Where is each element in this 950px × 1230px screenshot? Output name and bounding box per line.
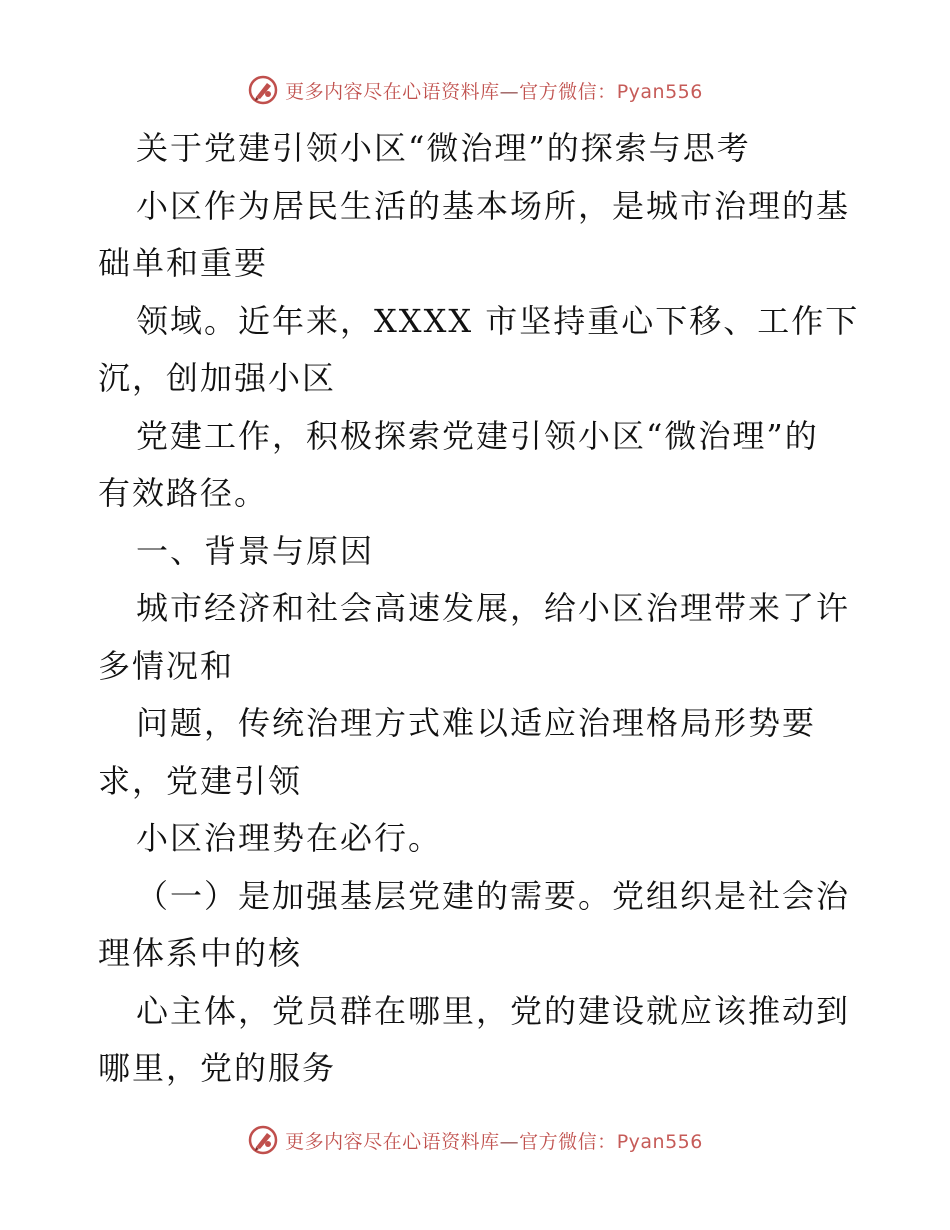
- paragraph-line: 问题，传统治理方式难以适应治理格局形势要: [136, 704, 817, 742]
- paragraph-line: 求，党建引领: [98, 761, 303, 800]
- paragraph-line: 小区作为居民生活的基本场所，是城市治理的基: [136, 186, 851, 225]
- paragraph-line: 城市经济和社会高速发展，给小区治理带来了许: [136, 589, 851, 627]
- watermark-main-text: 更多内容尽在心语资料库: [285, 1130, 500, 1153]
- watermark-label: 官方微信：: [519, 80, 617, 103]
- watermark-footer: [0, 1120, 950, 1160]
- paragraph-line: 哪里，党的服务: [98, 1049, 337, 1087]
- paragraph-line: 领域。近年来，XXXX 市坚持重心下移、工作下: [136, 301, 860, 340]
- watermark-separator: —: [499, 80, 520, 103]
- paragraph-line: 理体系中的核: [98, 934, 303, 972]
- paragraph-line: 多情况和: [98, 646, 235, 685]
- paragraph-line: 有效路径。: [98, 474, 269, 512]
- watermark-id: Pyan556: [616, 80, 703, 103]
- document-body: [98, 120, 858, 1098]
- section-heading: 一、背景与原因: [136, 531, 375, 570]
- watermark-label: 官方微信：: [519, 1130, 617, 1153]
- watermark-header: [0, 70, 950, 110]
- subsection-line: （一）是加强基层党建的需要。党组织是社会治: [136, 876, 851, 915]
- watermark-separator: —: [499, 1130, 520, 1153]
- document-title: 关于党建引领小区“微治理”的探索与思考: [136, 129, 751, 167]
- watermark-main-text: 更多内容尽在心语资料库: [285, 80, 500, 103]
- pen-circle-logo-icon: [247, 74, 279, 106]
- paragraph-line: 心主体，党员群在哪里，党的建设就应该推动到: [136, 991, 851, 1030]
- paragraph-line: 础单和重要: [98, 244, 269, 282]
- paragraph-line: 小区治理势在必行。: [136, 819, 443, 857]
- paragraph-line: 党建工作，积极探索党建引领小区“微治理”的: [136, 416, 819, 455]
- paragraph-line: 沉，创加强小区: [98, 359, 337, 397]
- watermark-id: Pyan556: [616, 1130, 703, 1153]
- pen-circle-logo-icon: [247, 1124, 279, 1156]
